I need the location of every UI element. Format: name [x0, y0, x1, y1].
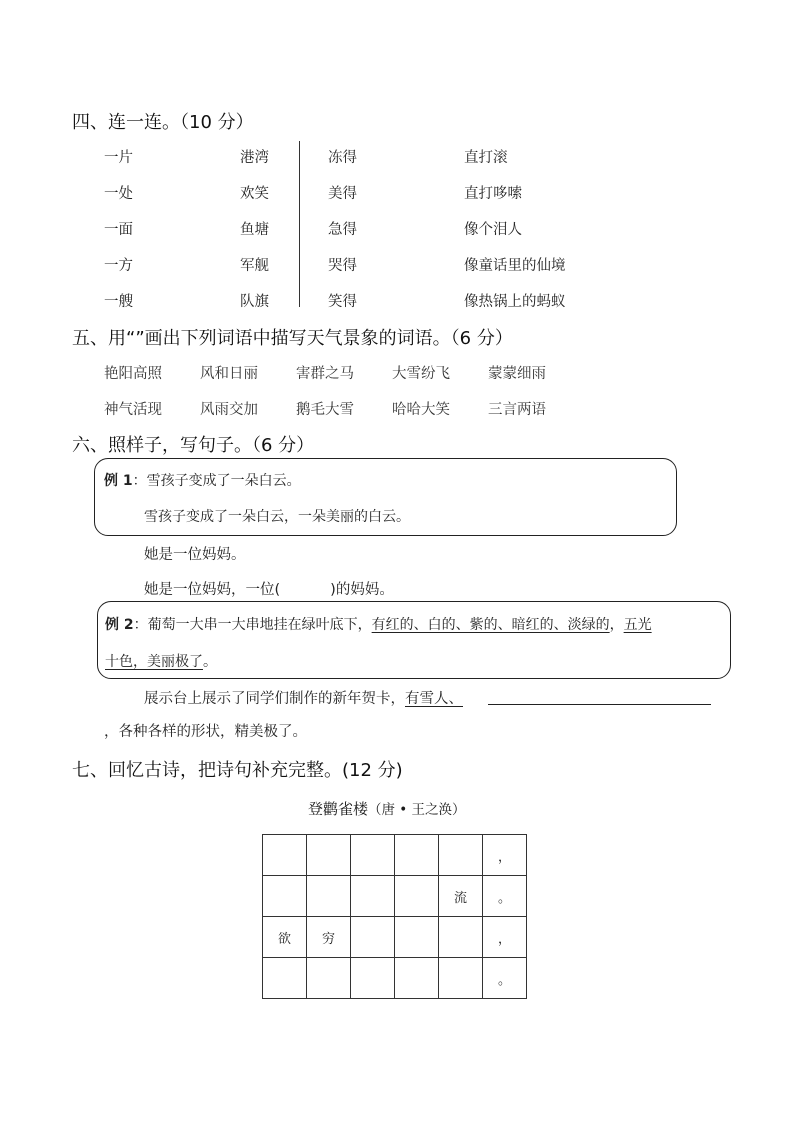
idiom-item[interactable]: 神气活现	[104, 402, 162, 418]
poem-grid-cell[interactable]	[351, 917, 395, 958]
example1-line1	[104, 470, 301, 490]
example2-line1	[105, 614, 652, 634]
poem-title: 登鹳雀楼	[308, 800, 369, 818]
poem-grid-cell[interactable]	[263, 835, 307, 876]
match-item-col1[interactable]: 一方	[104, 258, 133, 274]
section6-heading: 六、照样子，写句子。（6 分）	[72, 435, 315, 456]
poem-grid-cell[interactable]	[351, 835, 395, 876]
poem-grid-cell[interactable]: 穷	[307, 917, 351, 958]
idiom-item[interactable]: 鹅毛大雪	[296, 402, 354, 418]
match-item-col3[interactable]: 美得	[328, 186, 357, 202]
example2-underlined2: 五光	[623, 617, 652, 633]
poem-grid-cell[interactable]: 流	[439, 876, 483, 917]
idiom-item[interactable]: 大雪纷飞	[392, 366, 450, 382]
idiom-item[interactable]: 风雨交加	[200, 402, 258, 418]
idiom-item[interactable]: 蒙蒙细雨	[488, 366, 546, 382]
poem-grid-row	[263, 835, 527, 876]
poem-grid-cell[interactable]	[263, 958, 307, 999]
match-item-col1[interactable]: 一处	[104, 186, 133, 202]
match-item-col2[interactable]: 队旗	[240, 294, 269, 310]
match-item-col4[interactable]: 直打滚	[464, 150, 508, 166]
idiom-item[interactable]: 风和日丽	[200, 366, 258, 382]
match-item-col4[interactable]: 像个泪人	[464, 222, 522, 238]
match-item-col1[interactable]: 一面	[104, 222, 133, 238]
question1-prompt: 她是一位妈妈。	[144, 547, 246, 563]
example2-line2	[105, 651, 217, 671]
match-item-col2[interactable]: 港湾	[240, 150, 269, 166]
poem-grid-cell[interactable]	[307, 835, 351, 876]
question2-line1	[144, 687, 463, 708]
poem-grid	[262, 834, 527, 999]
section7-heading: 七、回忆古诗，把诗句补充完整。(12 分)	[72, 760, 403, 781]
poem-grid-cell[interactable]	[395, 917, 439, 958]
match-item-col1[interactable]: 一片	[104, 150, 133, 166]
poem-grid-cell[interactable]	[395, 958, 439, 999]
poem-grid-cell[interactable]: ，	[483, 917, 527, 958]
question2-blank[interactable]	[488, 704, 711, 705]
match-item-col4[interactable]: 直打哆嗦	[464, 186, 522, 202]
example2-label: 例 2	[105, 617, 134, 633]
match-item-col3[interactable]: 笑得	[328, 294, 357, 310]
poem-grid-row	[263, 876, 527, 917]
question1-text-a: 她是一位妈妈，一位(	[144, 582, 281, 598]
divider-line	[299, 141, 300, 307]
question2-underlined: 有雪人、	[405, 691, 463, 707]
poem-grid-cell[interactable]	[307, 876, 351, 917]
idiom-item[interactable]: 害群之马	[296, 366, 354, 382]
match-item-col3[interactable]: 急得	[328, 222, 357, 238]
poem-grid-cell[interactable]	[439, 917, 483, 958]
poem-grid-cell[interactable]	[351, 876, 395, 917]
poem-grid-cell[interactable]	[263, 876, 307, 917]
poem-grid-cell[interactable]	[439, 958, 483, 999]
poem-grid-cell[interactable]	[307, 958, 351, 999]
example2-line2-end: 。	[203, 654, 217, 670]
poem-grid-cell[interactable]	[351, 958, 395, 999]
example2-text-b: ，	[609, 617, 624, 633]
section5-heading: 五、用“”画出下列词语中描写天气景象的词语。（6 分）	[72, 328, 513, 349]
poem-grid-row	[263, 958, 527, 999]
question2-text-a: 展示台上展示了同学们制作的新年贺卡，	[144, 691, 405, 707]
poem-author: （唐 • 王之涣）	[368, 802, 466, 818]
poem-grid-cell[interactable]	[395, 876, 439, 917]
poem-grid-cell[interactable]: 。	[483, 958, 527, 999]
example2-text-a: ：葡萄一大串一大串地挂在绿叶底下，	[133, 617, 372, 633]
idiom-item[interactable]: 哈哈大笑	[392, 402, 450, 418]
idiom-item[interactable]: 艳阳高照	[104, 366, 162, 382]
question1-text-b: )的妈妈。	[330, 582, 394, 598]
poem-grid-cell[interactable]: 。	[483, 876, 527, 917]
idiom-item[interactable]: 三言两语	[488, 402, 546, 418]
poem-grid-cell[interactable]	[395, 835, 439, 876]
section4-heading: 四、连一连。（10 分）	[72, 112, 254, 133]
example2-line2-underlined: 十色，美丽极了	[105, 654, 203, 670]
match-item-col2[interactable]: 军舰	[240, 258, 269, 274]
example1-line2: 雪孩子变成了一朵白云，一朵美丽的白云。	[144, 509, 410, 525]
match-item-col3[interactable]: 冻得	[328, 150, 357, 166]
poem-grid-cell[interactable]: ，	[483, 835, 527, 876]
match-item-col2[interactable]: 鱼塘	[240, 222, 269, 238]
example1-sentence: ：雪孩子变成了一朵白云。	[132, 473, 301, 489]
poem-grid-row	[263, 917, 527, 958]
poem-title-line	[308, 798, 466, 819]
match-item-col3[interactable]: 哭得	[328, 258, 357, 274]
match-item-col2[interactable]: 欢笑	[240, 186, 269, 202]
match-item-col1[interactable]: 一艘	[104, 294, 133, 310]
question1-answer-line	[144, 578, 394, 599]
poem-grid-cell[interactable]: 欲	[263, 917, 307, 958]
poem-grid-cell[interactable]	[439, 835, 483, 876]
example1-label: 例 1	[104, 473, 133, 489]
match-item-col4[interactable]: 像童话里的仙境	[464, 258, 566, 274]
match-item-col4[interactable]: 像热锅上的蚂蚁	[464, 294, 566, 310]
question2-line2: ，各种各样的形状，精美极了。	[104, 724, 307, 740]
example2-underlined: 有红的、白的、紫的、暗红的、淡绿的	[371, 617, 610, 633]
